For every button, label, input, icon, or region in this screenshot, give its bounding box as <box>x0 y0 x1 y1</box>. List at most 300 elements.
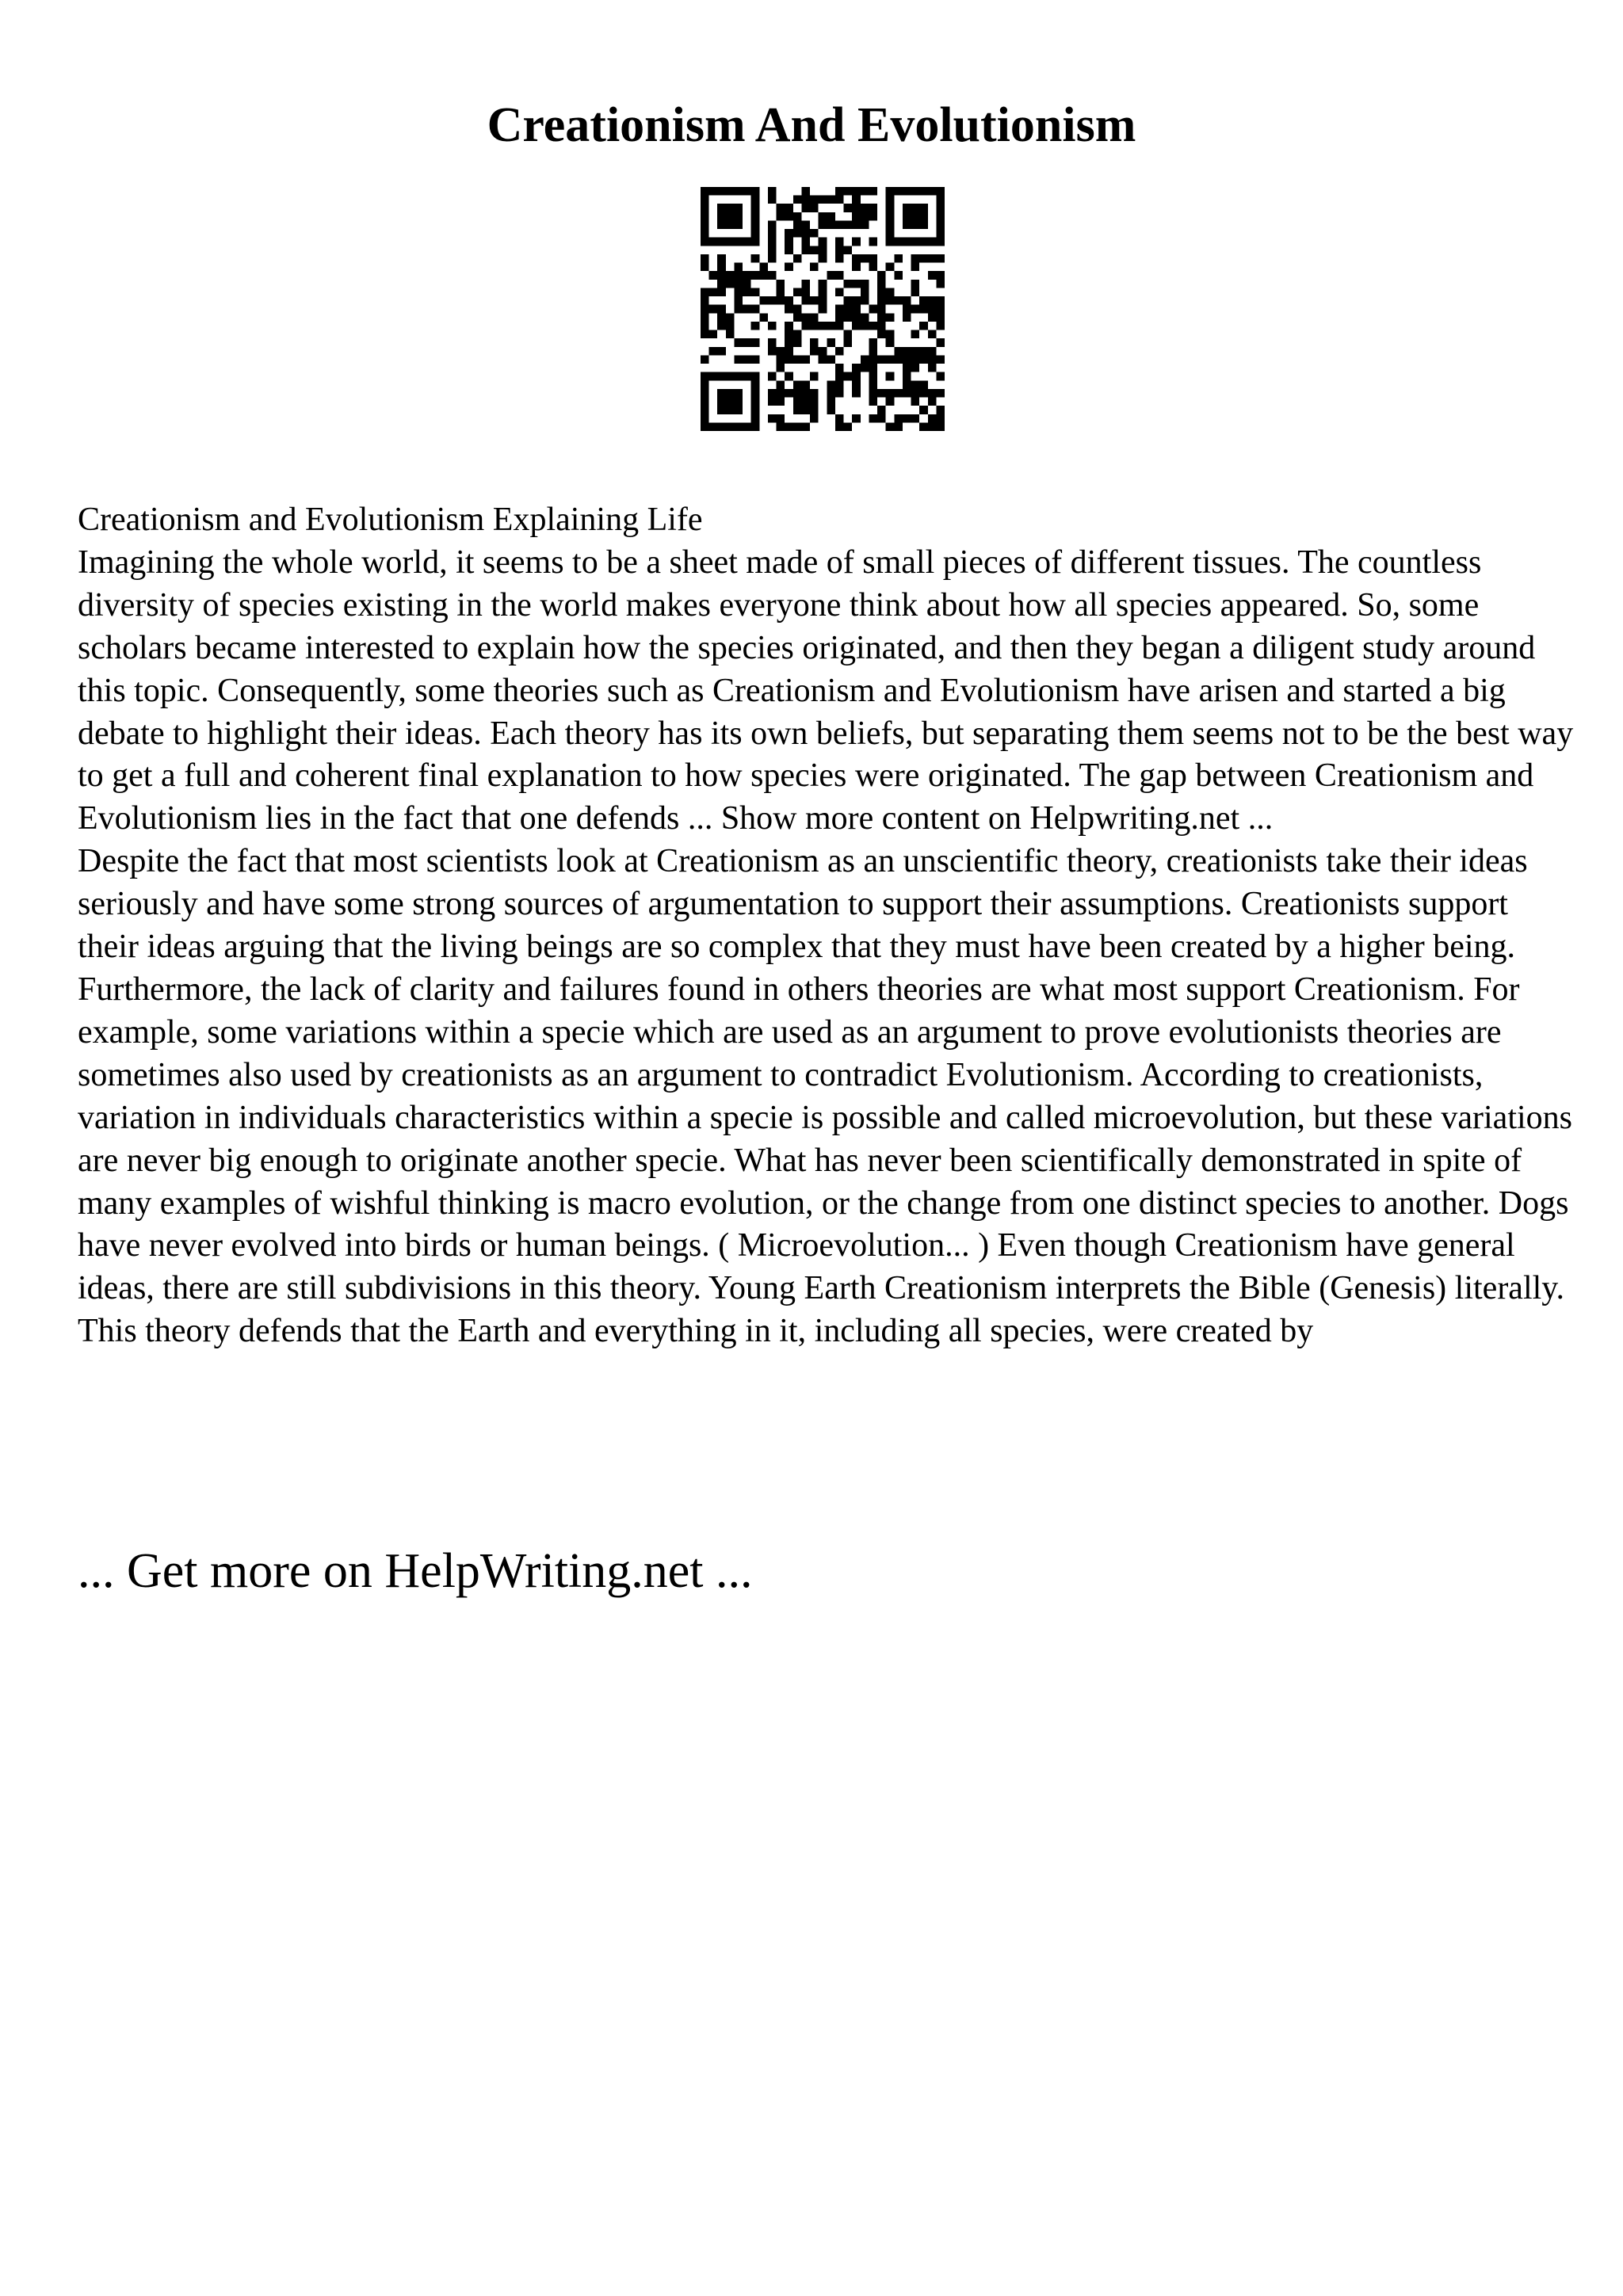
qr-module <box>793 398 802 406</box>
qr-module <box>785 389 793 398</box>
qr-module <box>827 220 835 229</box>
qr-module <box>886 238 895 246</box>
qr-module <box>751 212 760 221</box>
qr-module <box>869 254 877 263</box>
qr-module <box>793 220 802 229</box>
qr-module <box>701 296 709 305</box>
qr-module <box>886 330 895 339</box>
qr-module <box>701 187 709 196</box>
qr-module <box>919 406 928 414</box>
qr-module <box>777 280 785 288</box>
qr-module <box>936 389 945 398</box>
qr-module <box>911 355 920 364</box>
qr-module <box>734 271 743 280</box>
qr-module <box>734 296 743 305</box>
qr-module <box>793 389 802 398</box>
document-subtitle: Creationism and Evolutionism Explaining Life <box>78 502 703 538</box>
qr-module <box>734 398 743 406</box>
qr-module <box>726 204 735 212</box>
qr-module <box>835 254 844 263</box>
qr-module <box>835 389 844 398</box>
qr-module <box>852 364 861 372</box>
qr-module <box>861 288 869 296</box>
qr-module <box>768 229 777 238</box>
qr-module <box>861 322 869 330</box>
qr-module <box>903 380 911 389</box>
qr-module <box>777 364 785 372</box>
qr-module <box>844 280 853 288</box>
qr-module <box>785 347 793 356</box>
qr-module <box>886 338 895 347</box>
qr-module <box>701 254 709 263</box>
qr-module <box>886 422 895 431</box>
qr-module <box>911 398 920 406</box>
qr-module <box>785 296 793 305</box>
qr-module <box>835 246 844 254</box>
qr-module <box>777 347 785 356</box>
qr-module <box>835 414 844 423</box>
qr-module <box>903 220 911 229</box>
qr-module <box>751 414 760 423</box>
qr-module <box>844 330 853 339</box>
qr-module <box>844 220 853 229</box>
qr-module <box>919 305 928 314</box>
qr-module <box>928 347 937 356</box>
qr-module <box>936 338 945 347</box>
qr-module <box>743 372 751 381</box>
qr-module <box>911 380 920 389</box>
qr-module <box>793 288 802 296</box>
qr-module <box>869 355 877 364</box>
qr-module <box>751 238 760 246</box>
qr-module <box>810 389 819 398</box>
qr-module <box>827 271 835 280</box>
qr-module <box>726 406 735 414</box>
qr-module <box>903 305 911 314</box>
qr-module <box>709 288 718 296</box>
qr-module <box>777 355 785 364</box>
qr-module <box>844 204 853 212</box>
qr-module <box>701 389 709 398</box>
qr-module <box>701 330 709 339</box>
qr-module <box>717 422 726 431</box>
qr-module <box>835 271 844 280</box>
qr-module <box>768 389 777 398</box>
qr-module <box>743 187 751 196</box>
qr-module <box>928 355 937 364</box>
qr-module <box>928 296 937 305</box>
qr-module <box>877 296 886 305</box>
qr-module <box>903 296 911 305</box>
qr-module <box>936 414 945 423</box>
qr-module <box>919 389 928 398</box>
qr-module <box>928 271 937 280</box>
qr-module <box>717 398 726 406</box>
qr-module <box>819 322 827 330</box>
qr-module <box>877 280 886 288</box>
qr-module <box>936 229 945 238</box>
qr-module <box>886 355 895 364</box>
qr-module <box>701 398 709 406</box>
qr-module <box>911 305 920 314</box>
qr-module <box>734 204 743 212</box>
qr-module <box>751 254 760 263</box>
qr-module <box>717 372 726 381</box>
qr-module <box>768 414 777 423</box>
qr-module <box>810 322 819 330</box>
qr-module <box>911 347 920 356</box>
qr-module <box>819 254 827 263</box>
qr-module <box>827 355 835 364</box>
qr-module <box>886 212 895 221</box>
qr-module <box>751 229 760 238</box>
qr-module <box>844 372 853 381</box>
qr-module <box>869 322 877 330</box>
qr-module <box>852 254 861 263</box>
qr-module <box>810 414 819 423</box>
qr-module <box>734 187 743 196</box>
qr-module <box>785 263 793 272</box>
qr-module <box>869 338 877 347</box>
qr-module <box>819 296 827 305</box>
qr-module <box>852 187 861 196</box>
qr-module <box>911 330 920 339</box>
qr-module <box>928 398 937 406</box>
qr-module <box>810 372 819 381</box>
qr-module <box>869 414 877 423</box>
qr-module <box>793 355 802 364</box>
qr-module <box>911 212 920 221</box>
qr-module <box>886 296 895 305</box>
qr-module <box>734 212 743 221</box>
qr-module <box>894 355 903 364</box>
qr-module <box>717 271 726 280</box>
qr-module <box>717 238 726 246</box>
qr-module <box>751 380 760 389</box>
qr-module <box>819 196 827 204</box>
qr-module <box>726 372 735 381</box>
qr-module <box>936 313 945 322</box>
qr-module <box>911 389 920 398</box>
qr-module <box>844 422 853 431</box>
qr-module <box>928 313 937 322</box>
qr-module <box>886 220 895 229</box>
qr-module <box>886 398 895 406</box>
qr-module <box>903 347 911 356</box>
qr-module <box>903 414 911 423</box>
qr-module <box>869 187 877 196</box>
qr-module <box>877 406 886 414</box>
qr-module <box>852 212 861 221</box>
qr-module <box>894 347 903 356</box>
qr-module <box>903 372 911 381</box>
qr-module <box>793 313 802 322</box>
qr-module <box>751 187 760 196</box>
qr-module <box>709 347 718 356</box>
qr-module <box>936 372 945 381</box>
qr-module <box>801 238 810 246</box>
qr-module <box>734 263 743 272</box>
qr-module <box>827 406 835 414</box>
qr-module <box>717 280 726 288</box>
qr-module <box>726 238 735 246</box>
qr-module <box>801 246 810 254</box>
qr-module <box>827 338 835 347</box>
qr-module <box>819 347 827 356</box>
qr-module <box>801 296 810 305</box>
qr-module <box>759 296 768 305</box>
qr-module <box>768 254 777 263</box>
qr-module <box>751 372 760 381</box>
qr-module <box>903 313 911 322</box>
qr-module <box>877 313 886 322</box>
qr-module <box>810 229 819 238</box>
qr-module <box>936 355 945 364</box>
qr-module <box>835 347 844 356</box>
qr-module <box>717 347 726 356</box>
qr-module <box>717 204 726 212</box>
qr-module <box>793 338 802 347</box>
qr-module <box>869 238 877 246</box>
qr-module <box>911 238 920 246</box>
qr-module <box>717 263 726 272</box>
paragraph-argument: Despite the fact that most scientists look at Creationism as an unscientific theory, creationists take their ideas seriously and have some strong sources of argumentation to support their assumptions. Creationists support their ideas arguing that the living beings are so complex that they must have been created by a higher being. Furthermore, the lack of clarity and failures found in others theories are what most support Creationism. For example, some variations within a specie which are used as an argument to prove evolutionists theories are sometimes also used by creationists as an argument to contradict Evolutionism. According to creationists, variation in individuals characteristics within a specie is possible and called microevolution, but these variations are never big enough to originate another specie. What has never been scientifically demonstrated in spite of many examples of wishful thinking is macro evolution, or the change from one distinct species to another. Dogs have never evolved into birds or human beings. ( Microevolution... ) Even though Creationism have general ideas, there are still subdivisions in this theory. Young Earth Creationism interprets the Bible (Genesis) literally. This theory defends that the Earth and everything in it, including all species, were created by <box>78 843 1573 1350</box>
qr-module <box>869 389 877 398</box>
qr-module <box>936 271 945 280</box>
qr-module <box>759 313 768 322</box>
qr-module <box>919 422 928 431</box>
qr-module <box>793 212 802 221</box>
qr-module <box>819 246 827 254</box>
qr-module <box>726 280 735 288</box>
qr-module <box>701 288 709 296</box>
qr-module <box>793 305 802 314</box>
qr-module <box>894 389 903 398</box>
qr-module <box>894 422 903 431</box>
qr-module <box>852 313 861 322</box>
qr-module <box>793 380 802 389</box>
qr-module <box>936 296 945 305</box>
qr-module <box>835 313 844 322</box>
qr-module <box>894 414 903 423</box>
qr-module <box>726 422 735 431</box>
qr-module <box>869 212 877 221</box>
qr-module <box>701 355 709 364</box>
qr-module <box>877 288 886 296</box>
qr-module <box>928 254 937 263</box>
qr-module <box>768 271 777 280</box>
qr-module <box>810 204 819 212</box>
qr-module <box>801 229 810 238</box>
qr-module <box>801 380 810 389</box>
qr-module <box>751 220 760 229</box>
qr-module <box>936 212 945 221</box>
qr-module <box>852 305 861 314</box>
qr-module <box>852 414 861 423</box>
qr-module <box>894 187 903 196</box>
qr-module <box>734 280 743 288</box>
qr-module <box>743 288 751 296</box>
qr-module <box>911 414 920 423</box>
qr-module <box>919 187 928 196</box>
qr-module <box>717 406 726 414</box>
qr-module <box>911 254 920 263</box>
qr-module <box>903 204 911 212</box>
qr-module <box>801 196 810 204</box>
qr-module <box>768 296 777 305</box>
qr-module <box>768 338 777 347</box>
qr-module <box>835 372 844 381</box>
qr-module <box>751 305 760 314</box>
qr-module <box>768 238 777 246</box>
qr-module <box>928 422 937 431</box>
qr-module <box>886 372 895 381</box>
qr-module <box>894 296 903 305</box>
qr-module <box>844 305 853 314</box>
qr-module <box>793 330 802 339</box>
qr-module <box>751 288 760 296</box>
qr-module <box>793 229 802 238</box>
qr-module <box>827 389 835 398</box>
qr-module <box>768 196 777 204</box>
qr-module <box>861 296 869 305</box>
qr-module <box>911 187 920 196</box>
qr-module <box>717 305 726 314</box>
qr-module <box>886 229 895 238</box>
qr-module <box>793 254 802 263</box>
qr-module <box>835 322 844 330</box>
qr-module <box>936 322 945 330</box>
qr-module <box>709 305 718 314</box>
qr-module <box>743 422 751 431</box>
qr-module <box>793 196 802 204</box>
qr-module <box>801 389 810 398</box>
qr-module <box>743 355 751 364</box>
qr-module <box>852 263 861 272</box>
qr-module <box>801 406 810 414</box>
qr-module <box>819 220 827 229</box>
qr-module <box>734 220 743 229</box>
qr-module <box>726 389 735 398</box>
qr-module <box>751 389 760 398</box>
qr-module <box>877 305 886 314</box>
qr-module <box>785 204 793 212</box>
document-title: Creationism And Evolutionism <box>487 98 1136 152</box>
qr-module <box>777 389 785 398</box>
qr-module <box>861 212 869 221</box>
qr-module <box>894 254 903 263</box>
qr-module <box>928 305 937 314</box>
qr-module <box>827 196 835 204</box>
qr-module <box>768 220 777 229</box>
qr-module <box>801 398 810 406</box>
qr-module <box>734 406 743 414</box>
qr-module <box>877 389 886 398</box>
qr-module <box>726 313 735 322</box>
qr-module <box>717 288 726 296</box>
qr-module <box>869 380 877 389</box>
qr-module <box>903 212 911 221</box>
qr-module <box>819 355 827 364</box>
qr-module <box>734 422 743 431</box>
qr-module <box>827 322 835 330</box>
qr-module <box>886 204 895 212</box>
qr-module <box>928 187 937 196</box>
qr-module <box>919 212 928 221</box>
qr-module <box>844 187 853 196</box>
qr-module <box>701 372 709 381</box>
qr-module <box>919 347 928 356</box>
qr-module <box>759 271 768 280</box>
qr-module <box>835 238 844 246</box>
qr-module <box>785 305 793 314</box>
qr-module <box>919 204 928 212</box>
qr-module <box>734 305 743 314</box>
qr-module <box>903 355 911 364</box>
qr-module <box>936 204 945 212</box>
qr-module <box>726 398 735 406</box>
qr-module <box>819 212 827 221</box>
qr-module <box>911 280 920 288</box>
qr-module <box>877 355 886 364</box>
qr-module <box>768 246 777 254</box>
qr-module <box>810 263 819 272</box>
qr-module <box>734 389 743 398</box>
qr-module <box>903 238 911 246</box>
qr-module <box>919 254 928 263</box>
qr-module <box>717 254 726 263</box>
qr-module <box>751 338 760 347</box>
qr-module <box>936 280 945 288</box>
qr-module <box>936 238 945 246</box>
qr-module <box>785 212 793 221</box>
qr-module <box>701 263 709 272</box>
qr-module <box>709 422 718 431</box>
qr-module <box>919 296 928 305</box>
qr-module <box>928 389 937 398</box>
qr-module <box>777 212 785 221</box>
qr-module <box>810 246 819 254</box>
qr-module <box>936 187 945 196</box>
qr-module <box>835 305 844 314</box>
qr-module <box>835 380 844 389</box>
get-more-link[interactable]: ... Get more on HelpWriting.net ... <box>78 1544 753 1598</box>
qr-module <box>701 305 709 314</box>
qr-module <box>810 398 819 406</box>
qr-module <box>869 398 877 406</box>
qr-module <box>701 406 709 414</box>
qr-module <box>886 196 895 204</box>
qr-module <box>936 220 945 229</box>
qr-module <box>768 322 777 330</box>
qr-module <box>734 355 743 364</box>
qr-module <box>726 212 735 221</box>
qr-module <box>801 187 810 196</box>
qr-module <box>777 296 785 305</box>
qr-module <box>709 372 718 381</box>
qr-module <box>861 355 869 364</box>
qr-module <box>768 187 777 196</box>
qr-module <box>810 338 819 347</box>
qr-module <box>751 322 760 330</box>
qr-module <box>777 414 785 423</box>
qr-module <box>701 238 709 246</box>
qr-module <box>751 196 760 204</box>
qr-module <box>869 372 877 381</box>
qr-module <box>759 263 768 272</box>
qr-module <box>701 422 709 431</box>
qr-module <box>911 220 920 229</box>
